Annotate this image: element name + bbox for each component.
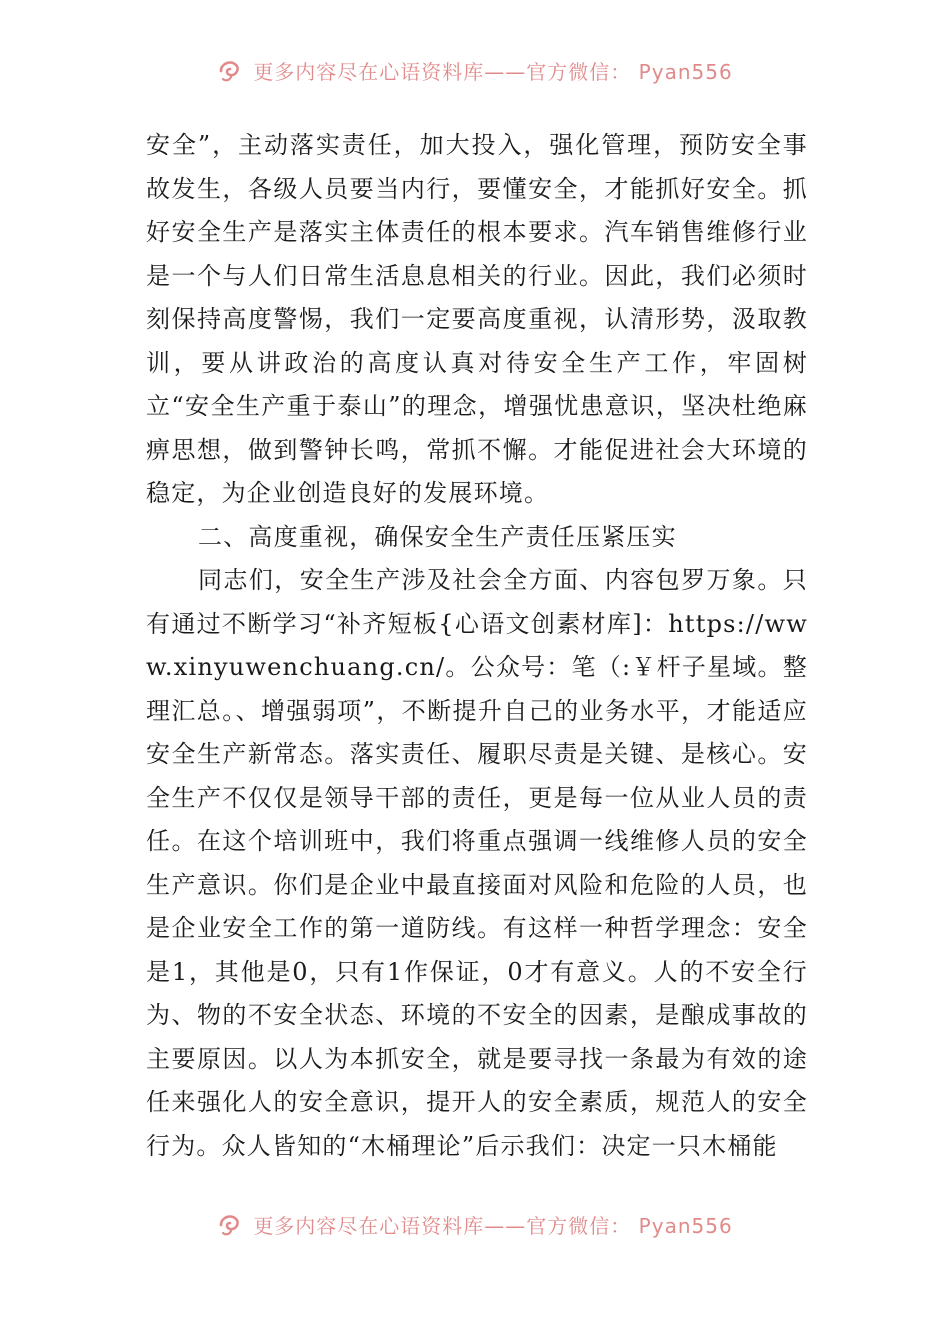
watermark-text: 更多内容尽在心语资料库——官方微信： Pyan556 — [253, 1213, 733, 1238]
swirl-logo-icon — [217, 57, 243, 83]
swirl-logo-icon — [217, 1211, 243, 1237]
watermark-text: 更多内容尽在心语资料库——官方微信： Pyan556 — [253, 59, 733, 84]
body-paragraph: 同志们，安全生产涉及社会全方面、内容包罗万象。只有通过不断学习“补齐短板{心语文创素材库]：https://www.xinyuwenchuang.cn/。公众号：笔（:￥杆子星域。整理汇总。、增强弱项”，不断提升自己的业务水平，才能适应安全生产新常态。落实责任、履职尽责是关键、是核心。安全生产不仅仅是领导干部的责任，更是每一位从业人员的责任。在这个培训班中，我们将重点强调一线维修人员的安全生产意识。你们是企业中最直接面对风险和危险的人员，也是企业安全工作的第一道防线。有这样一种哲学理念：安全是1，其他是0，只有1作保证，0才有意义。人的不安全行为、物的不安全状态、环境的不安全的因素，是酿成事故的主要原因。以人为本抓安全，就是要寻找一条最为有效的途任来强化人的安全意识，提开人的安全素质，规范人的安全行为。众人皆知的“木桶理论”后示我们：决定一只木桶能 — [146, 566, 808, 1160]
document-body — [146, 124, 808, 1168]
section-heading: 二、高度重视，确保安全生产责任压紧压实 — [198, 522, 677, 551]
header-watermark — [0, 52, 950, 88]
body-paragraph: 安全”，主动落实责任，加大投入，强化管理，预防安全事故发生，各级人员要当内行，要懂安全，才能抓好安全。抓好安全生产是落实主体责任的根本要求。汽车销售维修行业是一个与人们日常生活息息相关的行业。因此，我们必须时刻保持高度警惕，我们一定要高度重视，认清形势，汲取教训，要从讲政治的高度认真对待安全生产工作，牢固树立“安全生产重于泰山”的理念，增强忧患意识，坚决杜绝麻痹思想，做到警钟长鸣，常抓不懈。才能促进社会大环境的稳定，为企业创造良好的发展环境。 — [146, 131, 808, 507]
footer-watermark — [0, 1206, 950, 1242]
